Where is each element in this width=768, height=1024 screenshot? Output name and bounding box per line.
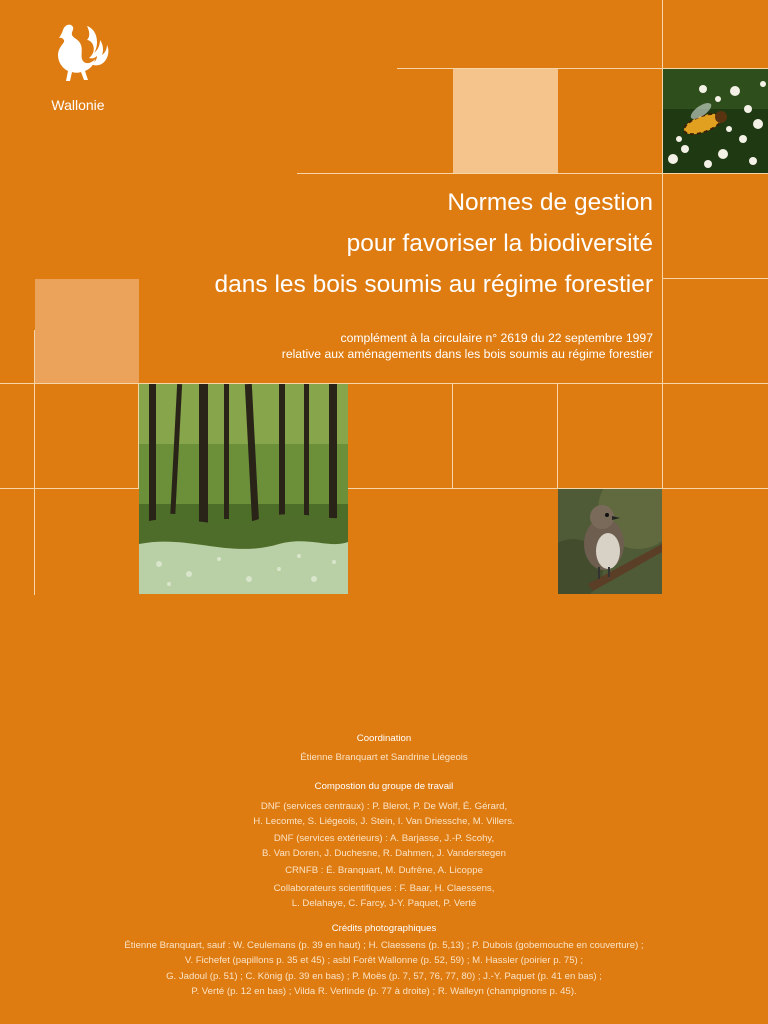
- group-line: H. Lecomte, S. Liégeois, J. Stein, I. Van Driessche, M. Villers.: [253, 815, 515, 827]
- rooster-icon: [43, 22, 113, 90]
- subtitle-line: complément à la circulaire n° 2619 du 22 septembre 1997: [340, 331, 653, 345]
- photo-credit-line: G. Jadoul (p. 51) ; C. König (p. 39 en bas) ; P. Moës (p. 7, 57, 76, 77, 80) ; J.-Y. Paquet (p. 41 en bas) ;: [166, 970, 602, 982]
- photo-credit-line: P. Verté (p. 12 en bas) ; Vilda R. Verlinde (p. 77 à droite) ; R. Walleyn (champignons p. 45).: [191, 985, 577, 997]
- photo-bird: [558, 489, 662, 594]
- credits-block: [0, 731, 768, 999]
- group-heading: Compostion du groupe de travail: [314, 781, 454, 793]
- subtitle: [282, 330, 653, 362]
- subtitle-line: relative aux aménagements dans les bois soumis au régime forestier: [281, 347, 653, 361]
- group-line: Collaborateurs scientifiques : F. Baar, H. Claessens,: [273, 882, 495, 894]
- group-line: L. Delahaye, C. Farcy, J-Y. Paquet, P. Verté: [291, 897, 477, 909]
- group-line: B. Van Doren, J. Duchesne, R. Dahmen, J. Vanderstegen: [262, 848, 506, 860]
- group-line: CRNFB : É. Branquart, M. Dufrêne, A. Licoppe: [285, 865, 483, 877]
- decorative-block-light: [453, 69, 558, 173]
- title-line: pour favoriser la biodiversité: [346, 230, 653, 257]
- title-line: dans les bois soumis au régime forestier: [214, 271, 653, 298]
- photo-credits-heading: Crédits photographiques: [331, 923, 437, 935]
- coordination-names: Étienne Branquart et Sandrine Liégeois: [300, 752, 468, 764]
- title-line: Normes de gestion: [447, 189, 653, 216]
- photo-credit-line: V. Fichefet (papillons p. 35 et 45) ; asbl Forêt Wallonne (p. 52, 59) ; M. Hassler (poirier p. 75) ;: [184, 955, 584, 967]
- decorative-block-mid: [35, 279, 139, 383]
- photo-forest: [139, 384, 348, 594]
- grid-line: [557, 383, 558, 489]
- page-title: [215, 182, 653, 305]
- group-line: DNF (services centraux) : P. Blerot, P. De Wolf, É. Gérard,: [260, 800, 508, 812]
- brand-name: Wallonie: [51, 97, 105, 113]
- wallonie-logo: [40, 22, 116, 113]
- photo-credit-line: Étienne Branquart, sauf : W. Ceulemans (p. 39 en haut) ; H. Claessens (p. 5,13) ; P. Dubois (gobemouche en couverture) ;: [124, 940, 644, 952]
- grid-line: [0, 383, 768, 384]
- group-line: DNF (services extérieurs) : A. Barjasse, J.-P. Scohy,: [273, 833, 495, 845]
- coordination-heading: Coordination: [356, 733, 412, 744]
- grid-line: [452, 383, 453, 489]
- photo-bee-fly: [663, 69, 768, 173]
- grid-line: [297, 173, 768, 174]
- grid-line: [662, 278, 768, 279]
